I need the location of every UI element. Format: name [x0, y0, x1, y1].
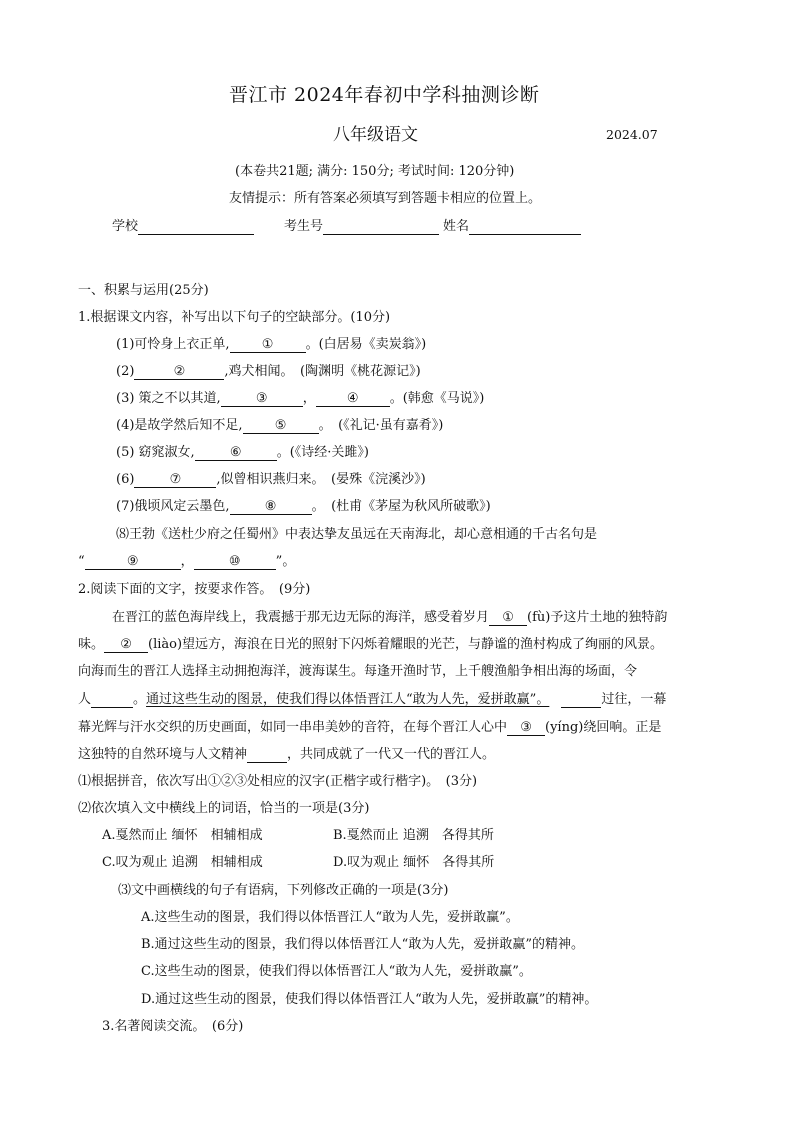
q1-line-4: (4)是故学然后知不足, ⑤ 。 (《礼记·虽有嘉肴》)	[116, 418, 444, 433]
exam-note: (本卷共21题; 满分: 150分; 考试时间: 120分钟)	[235, 164, 515, 179]
passage-line-1: 在晋江的蓝色海岸线上，我震撼于那无边无际的海洋，感受着岁月 ① (fù)予这片土地的独特韵	[112, 610, 668, 625]
q2-stem: 2.阅读下面的文字，按要求作答。 (9分)	[78, 582, 311, 597]
passage-line-2: 味。 ② (liào)望远方，海浪在日光的照射下闪烁着耀眼的光芒，与静谧的渔村构成了绚丽的风景。	[78, 637, 664, 652]
blank-2[interactable]: ②	[134, 364, 224, 380]
q2-3-option-d[interactable]: D.通过这些生动的图景，使我们得以体悟晋江人“敢为人先，爱拼敢赢”的精神。	[141, 992, 598, 1007]
school-label: 学校	[112, 219, 139, 234]
q2-2-option-d[interactable]: D.叹为观止 缅怀 各得其所	[333, 855, 495, 870]
q2-2-option-c[interactable]: C.叹为观止 追溯 相辅相成	[102, 855, 263, 870]
q1-line-1: (1)可怜身上衣正单, ① 。(白居易《卖炭翁》)	[116, 337, 427, 352]
q2-sub-1: ⑴根据拼音，依次写出①②③处相应的汉字(正楷字或行楷字)。 (3分)	[78, 774, 478, 789]
blank-6[interactable]: ⑥	[195, 445, 277, 461]
student-info-row	[112, 215, 581, 235]
q2-sub-2: ⑵依次填入文中横线上的词语，恰当的一项是(3分)	[78, 801, 370, 816]
q2-3-option-a[interactable]: A.这些生动的图景，我们得以体悟晋江人“敢为人先，爱拼敢赢”。	[141, 910, 519, 925]
school-blank[interactable]	[138, 219, 254, 235]
q1-line-5: (5) 窈窕淑女, ⑥ 。(《诗经·关雎》)	[116, 445, 369, 460]
underlined-sentence: 通过这些生动的图景，使我们得以体悟晋江人“敢为人先，爱拼敢赢”。	[146, 692, 550, 707]
exam-title: 晋江市 2024年春初中学科抽测诊断	[229, 84, 540, 106]
q2-3-option-b[interactable]: B.通过这些生动的图景，我们得以体悟晋江人“敢为人先，爱拼敢赢”的精神。	[141, 937, 584, 952]
blank-p1[interactable]: ①	[489, 610, 527, 626]
blank-line-1[interactable]	[91, 692, 133, 708]
q1-line-2: (2) ② ,鸡犬相闻。 (陶渊明《桃花源记》)	[116, 364, 421, 379]
q1-line-6: (6) ⑦ ,似曾相识燕归来。 (晏殊《浣溪沙》)	[116, 472, 426, 487]
exam-no-blank[interactable]	[323, 219, 439, 235]
name-blank[interactable]	[469, 219, 581, 235]
q1-line-8: ⑻王勃《送杜少府之任蜀州》中表达挚友虽远在天南海北，却心意相通的千古名句是	[116, 527, 598, 542]
blank-10[interactable]: ⑩	[194, 554, 276, 570]
blank-4[interactable]: ④	[316, 391, 390, 407]
q2-2-option-b[interactable]: B.戛然而止 追溯 各得其所	[333, 828, 494, 843]
q1-stem: 1.根据课文内容，补写出以下句子的空缺部分。(10分)	[78, 310, 391, 325]
q2-sub-3: ⑶文中画横线的句子有语病，下列修改正确的一项是(3分)	[118, 883, 449, 898]
passage-line-5: 幕光辉与汗水交织的历史画面，如同一串串美妙的音符，在每个晋江人心中 ③ (yíng)绕回响。正是	[78, 720, 662, 735]
exam-date: 2024.07	[606, 127, 658, 142]
blank-7[interactable]: ⑦	[134, 472, 216, 488]
q2-3-option-c[interactable]: C.这些生动的图景，使我们得以体悟晋江人“敢为人先，爱拼敢赢”。	[141, 964, 532, 979]
name-label: 姓名	[443, 219, 470, 234]
blank-line-3[interactable]	[247, 747, 287, 763]
passage-line-4: 人 。通过这些生动的图景，使我们得以体悟晋江人“敢为人先，爱拼敢赢”。 过往，一幕	[78, 692, 667, 707]
blank-1[interactable]: ①	[230, 337, 306, 353]
q1-line-3: (3) 策之不以其道, ③ ， ④ 。(韩愈《马说》)	[116, 391, 485, 406]
q3-stem: 3.名著阅读交流。 (6分)	[102, 1019, 244, 1034]
passage-line-6: 这独特的自然环境与人文精神 ，共同成就了一代又一代的晋江人。	[78, 747, 496, 762]
blank-p3[interactable]: ③	[507, 720, 545, 736]
exam-subject: 八年级语文	[333, 125, 418, 145]
blank-9[interactable]: ⑨	[85, 554, 181, 570]
section-heading: 一、积累与运用(25分)	[78, 283, 209, 298]
exam-tip: 友情提示：所有答案必须填写到答题卡相应的位置上。	[229, 191, 542, 206]
q1-line-7: (7)俄顷风定云墨色, ⑧ 。 (杜甫《茅屋为秋风所破歌》)	[116, 499, 491, 514]
blank-line-2[interactable]	[561, 692, 601, 708]
blank-5[interactable]: ⑤	[243, 418, 319, 434]
blank-p2[interactable]: ②	[104, 637, 148, 653]
passage-line-3: 向海而生的晋江人选择主动拥抱海洋，渡海谋生。每逢开渔时节，上千艘渔船争相出海的场面，令	[78, 664, 638, 679]
blank-8[interactable]: ⑧	[230, 499, 312, 515]
q1-line-9: “ ⑨ ， ⑩ ”。	[78, 554, 296, 569]
blank-3[interactable]: ③	[221, 391, 303, 407]
q2-2-option-a[interactable]: A.戛然而止 缅怀 相辅相成	[102, 828, 263, 843]
exam-no-label: 考生号	[284, 219, 324, 234]
